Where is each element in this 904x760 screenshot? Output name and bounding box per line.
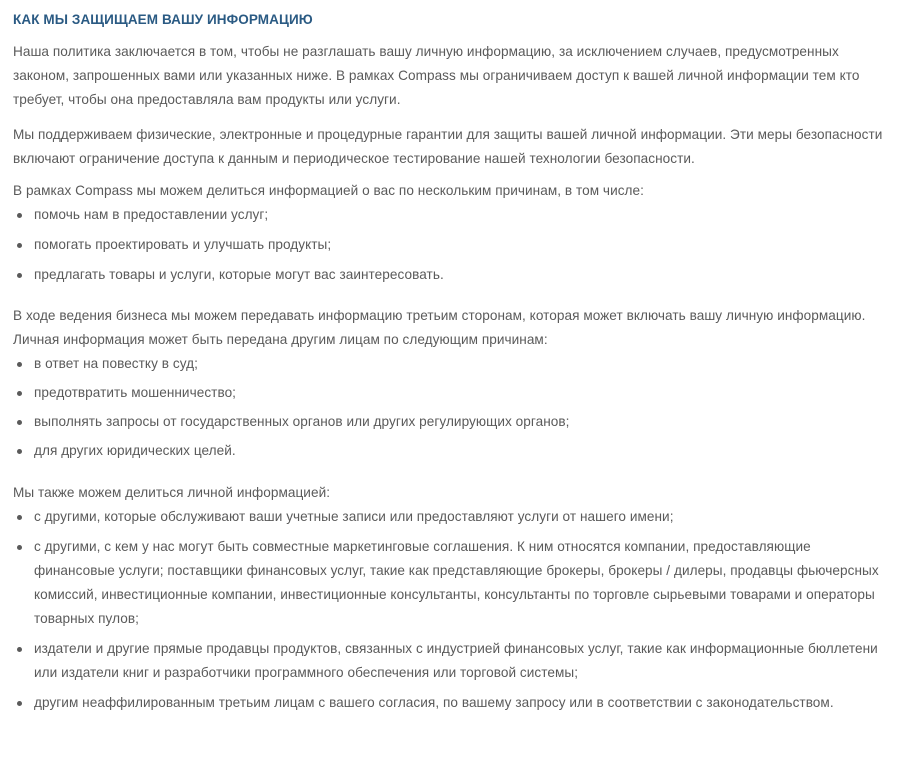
list-item-text: с другими, с кем у нас могут быть совместные маркетинговые соглашения. К ним относятся компании, предоставляющие финансовые услуги; поставщики финансовых услуг, такие как представляющие брокеры, брокеры / дилеры, продавцы фьючерсных комиссий, инвестиционные компании, инвестиционные консультанты, консультанты по торговле сырьевыми товарами и операторы товарных пулов; (34, 539, 879, 626)
also-share-paragraph: Мы также можем делиться личной информацией: (13, 485, 331, 500)
bullet-icon (17, 420, 22, 425)
list-item (13, 352, 894, 376)
list-item (13, 691, 894, 715)
list-item-text: помочь нам в предоставлении услуг; (34, 207, 269, 222)
bullet-icon (17, 362, 22, 367)
list-item (13, 263, 894, 287)
safeguards-paragraph: Мы поддерживаем физические, электронные и процедурные гарантии для защиты вашей личной информации. Эти меры безопасности включают ограничение доступа к данным и периодическое тестирование нашей технологии безопасности. (13, 127, 883, 166)
list-item-text: выполнять запросы от государственных органов или других регулирующих органов; (34, 414, 570, 429)
also-share-list (13, 505, 894, 715)
list-item-text: с другими, которые обслуживают ваши учетные записи или предоставляют услуги от нашего имени; (34, 509, 674, 524)
list-item (13, 505, 894, 529)
bullet-icon (17, 449, 22, 454)
list-item-text: в ответ на повестку в суд; (34, 356, 198, 371)
bullet-icon (17, 545, 22, 550)
share-reasons-paragraph: В рамках Compass мы можем делиться информацией о вас по нескольким причинам, в том числе: (13, 183, 644, 198)
list-item (13, 203, 894, 227)
bullet-icon (17, 701, 22, 706)
business-paragraph: В ходе ведения бизнеса мы можем передавать информацию третьим сторонам, которая может включать вашу личную информацию. Личная информация может быть передана другим лицам по следующим причинам: (13, 308, 866, 347)
list-item (13, 637, 894, 685)
list-item-text: для других юридических целей. (34, 443, 236, 458)
list-item-text: помогать проектировать и улучшать продукты; (34, 237, 332, 252)
list-item-text: издатели и другие прямые продавцы продуктов, связанных с индустрией финансовых услуг, такие как информационные бюллетени или издатели книг и разработчики программного обеспечения или торговой системы; (34, 641, 878, 680)
third-party-reasons-list (13, 352, 894, 463)
intro-paragraph: Наша политика заключается в том, чтобы не разглашать вашу личную информацию, за исключением случаев, предусмотренных законом, запрошенных вами или указанных ниже. В рамках Compass мы ограничиваем доступ к вашей личной информации тем кто требует, чтобы она предоставляла вам продукты или услуги. (13, 44, 860, 107)
bullet-icon (17, 273, 22, 278)
bullet-icon (17, 213, 22, 218)
bullet-icon (17, 515, 22, 520)
section-title: КАК МЫ ЗАЩИЩАЕМ ВАШУ ИНФОРМАЦИЮ (13, 12, 313, 27)
bullet-icon (17, 243, 22, 248)
bullet-icon (17, 391, 22, 396)
list-item (13, 410, 894, 434)
list-item-text: предлагать товары и услуги, которые могут вас заинтересовать. (34, 267, 444, 282)
list-item-text: предотвратить мошенничество; (34, 385, 236, 400)
list-item (13, 233, 894, 257)
list-item (13, 535, 894, 631)
list-item (13, 381, 894, 405)
list-item-text: другим неаффилированным третьим лицам с вашего согласия, по вашему запросу или в соответствии с законодательством. (34, 695, 834, 710)
share-reasons-list (13, 203, 894, 287)
bullet-icon (17, 647, 22, 652)
list-item (13, 439, 894, 463)
